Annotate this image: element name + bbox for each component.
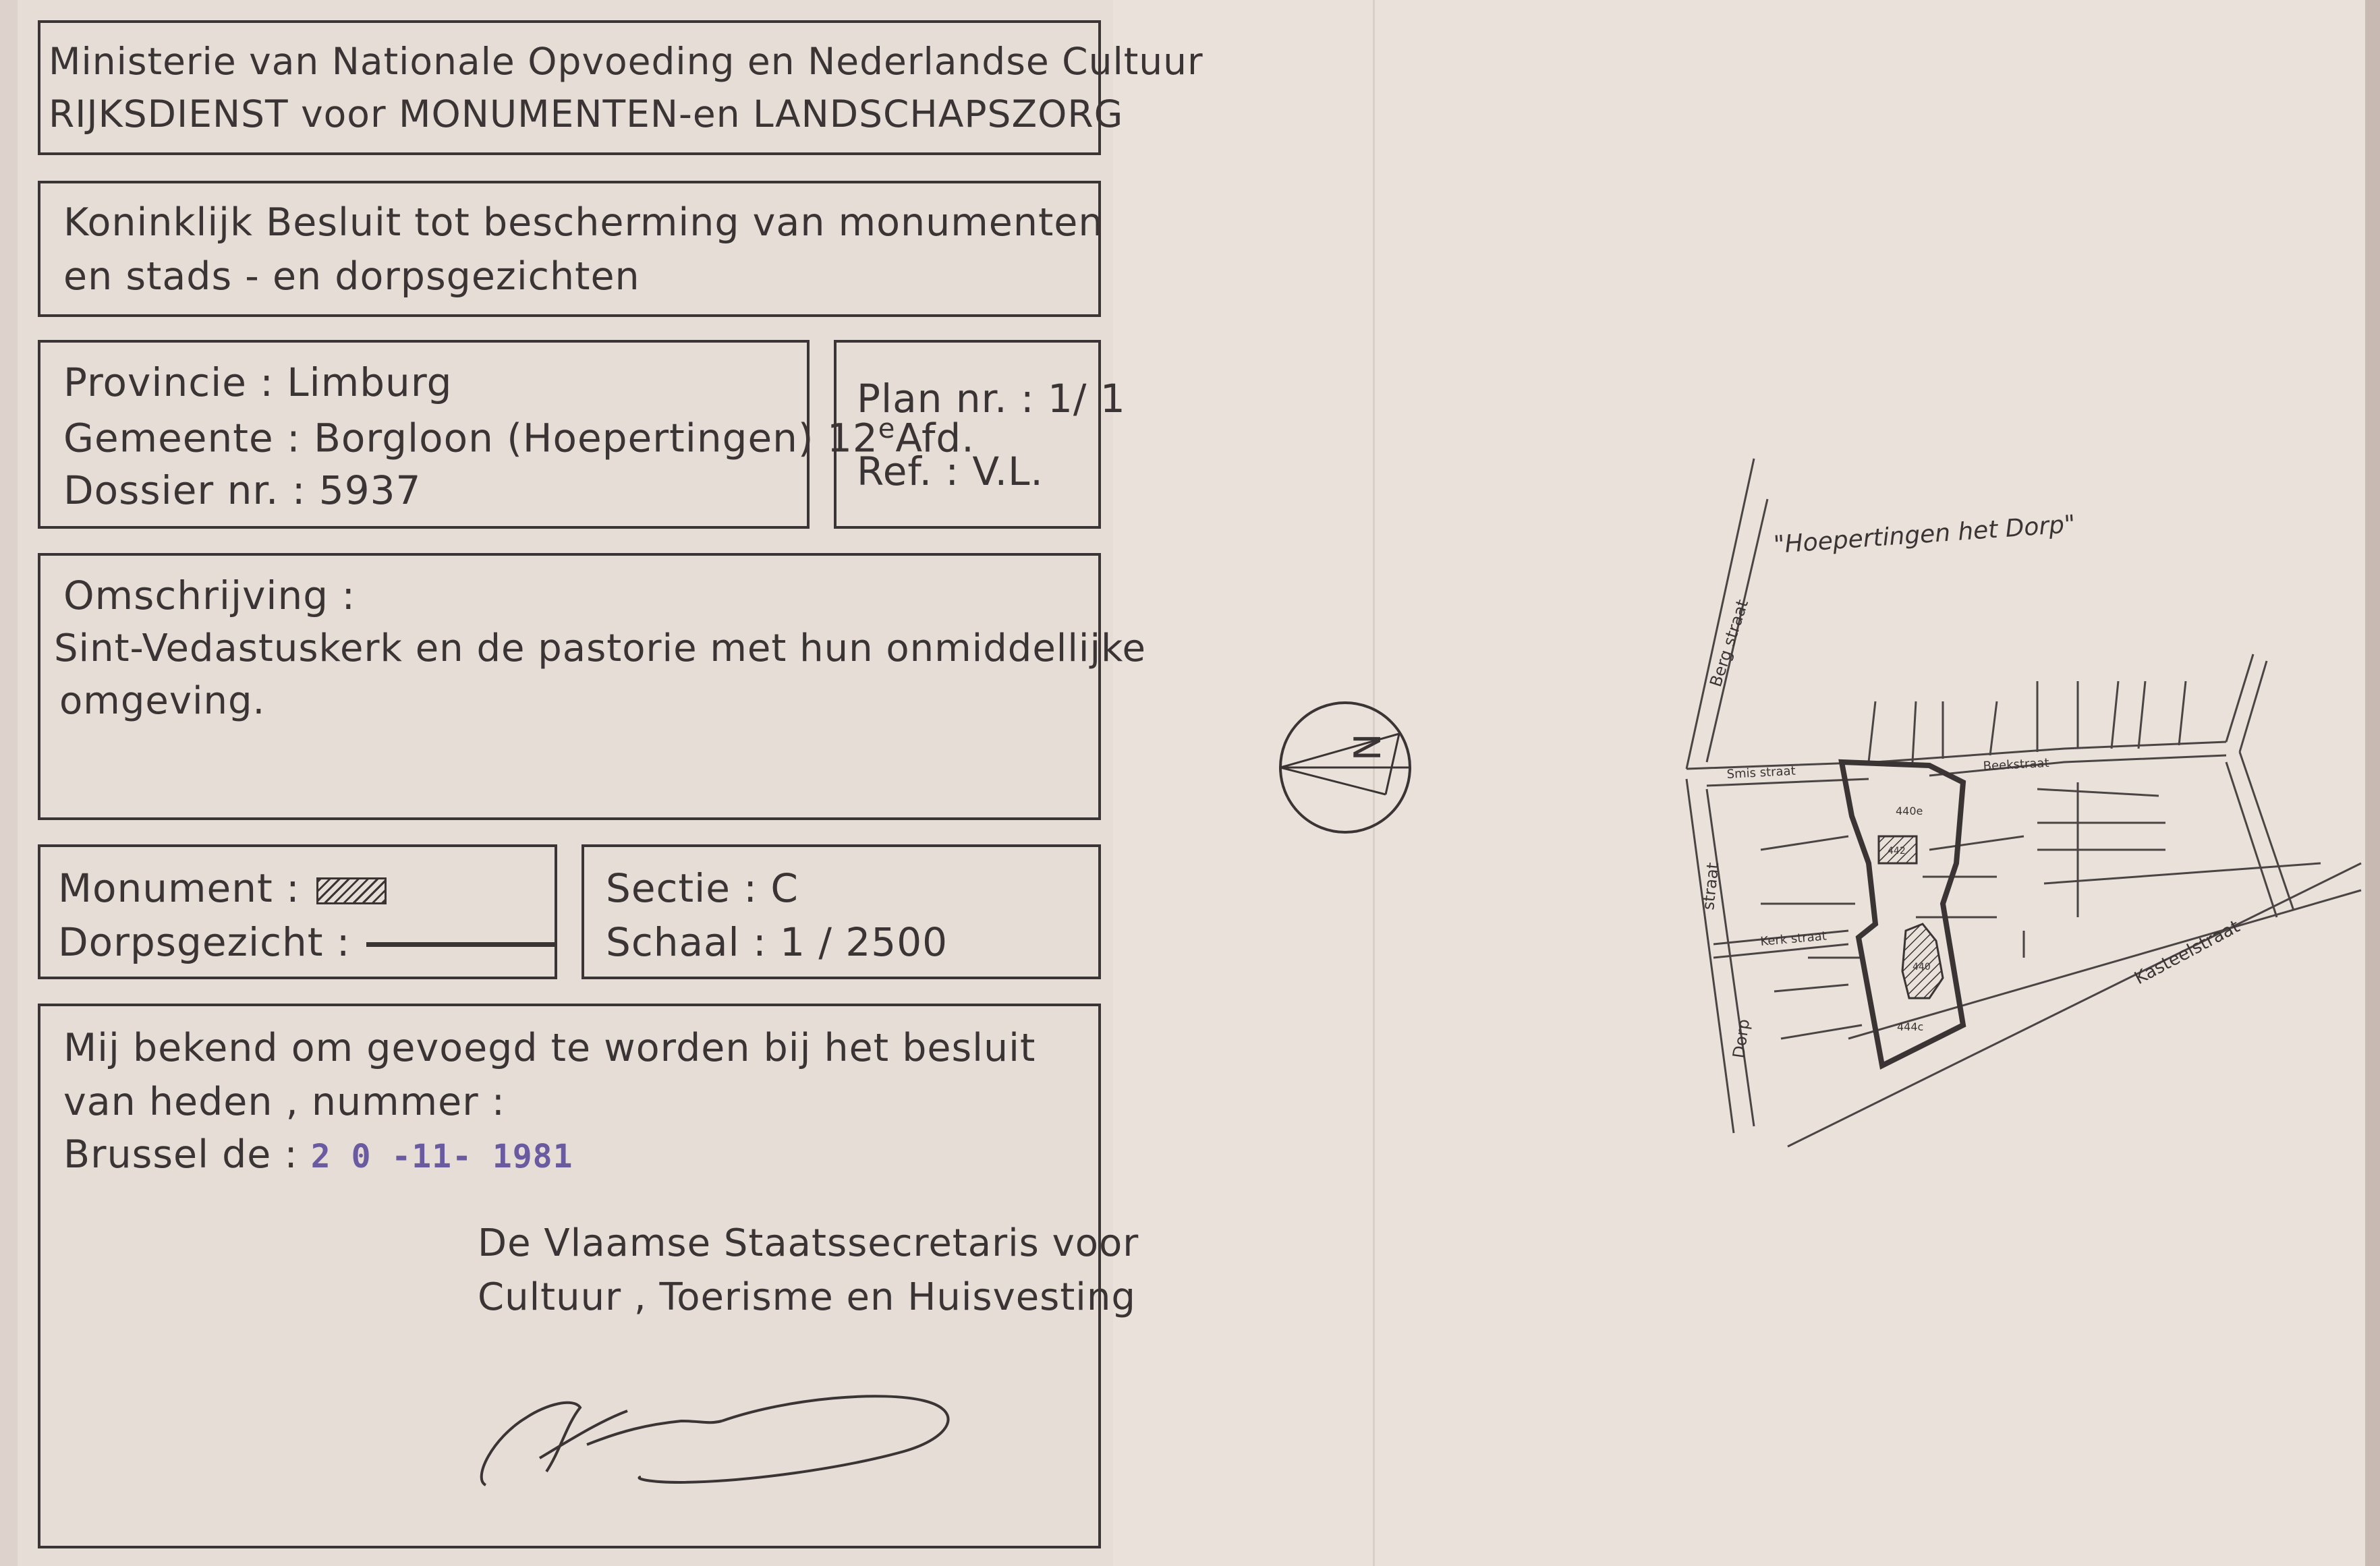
map-title: "Hoepertingen het Dorp"	[1772, 510, 2076, 559]
parcel-444c: 444c	[1897, 1020, 1924, 1033]
header-ministry: Ministerie van Nationale Opvoeding en Nederlandse Cultuur	[49, 40, 1203, 83]
legend-dorpsgezicht-label: Dorpsgezicht :	[58, 919, 351, 965]
legend-dorpsgezicht	[58, 919, 555, 965]
parcel-440: 440	[1913, 962, 1931, 973]
section-box	[582, 844, 1101, 979]
official-line1: De Vlaamse Staatssecretaris voor	[478, 1221, 1139, 1265]
street-straat: straat	[1699, 861, 1723, 911]
province: Provincie : Limburg	[63, 359, 453, 405]
paper-edge-left	[0, 0, 18, 1566]
approval-box	[38, 1004, 1139, 1548]
north-label: N	[1347, 733, 1389, 761]
description-box	[38, 553, 1146, 820]
municipality-main: Gemeente : Borgloon (Hoepertingen) 12	[63, 415, 878, 461]
parcel-440e: 440e	[1896, 805, 1923, 817]
legend-box	[38, 844, 557, 979]
description-line2: omgeving.	[59, 679, 266, 723]
hatch-swatch	[316, 877, 387, 904]
brussel-label: Brussel de :	[63, 1132, 298, 1177]
approval-line1: Mij bekend om gevoegd te worden bij het besluit	[63, 1026, 1036, 1070]
plan-box	[834, 340, 1126, 529]
site-map	[1646, 445, 2375, 1160]
description-line1: Sint-Vedastuskerk en de pastorie met hun onmiddellijke	[54, 627, 1146, 670]
street-kerkstraat: Kerk straat	[1759, 929, 1828, 949]
plan-ref: Ref. : V.L.	[857, 448, 1044, 494]
legend-monument-label: Monument :	[58, 865, 300, 911]
decree-line1: Koninklijk Besluit tot bescherming van monumenten	[63, 200, 1104, 245]
street-beekstraat: Beekstraat	[1983, 755, 2050, 774]
street-dorp: Dorp	[1729, 1018, 1754, 1060]
sectie: Sectie : C	[606, 865, 799, 911]
street-kasteelstraat: Kasteelstraat	[2131, 916, 2244, 989]
legend-monument	[58, 865, 387, 911]
header-service: RIJKSDIENST voor MONUMENTEN-en LANDSCHAPSZORG	[49, 92, 1124, 136]
header-box	[38, 20, 1203, 155]
decree-line2: en stads - en dorpsgezichten	[63, 254, 640, 299]
street-smisstraat: Smis straat	[1726, 763, 1796, 782]
municipality-afd: Afd.	[895, 415, 975, 461]
north-arrow	[1271, 693, 1419, 842]
approval-line2: van heden , nummer :	[63, 1080, 505, 1124]
street-bergstraat: Berg straat	[1706, 597, 1753, 689]
parcel-442: 442	[1888, 846, 1906, 857]
church-building	[1902, 924, 1943, 998]
schaal: Schaal : 1 / 2500	[606, 919, 948, 965]
municipality-sup: e	[878, 413, 896, 444]
official-line2: Cultuur , Toerisme en Huisvesting	[478, 1275, 1136, 1319]
date-stamp: 2 0 -11- 1981	[310, 1138, 573, 1176]
decree-box	[38, 181, 1104, 317]
dossier-number: Dossier nr. : 5937	[63, 467, 422, 513]
description-label: Omschrijving :	[63, 573, 356, 618]
approval-brussel	[63, 1132, 573, 1177]
signature	[465, 1357, 1073, 1505]
plan-number: Plan nr. : 1/ 1	[857, 376, 1126, 422]
line-swatch	[366, 942, 555, 947]
